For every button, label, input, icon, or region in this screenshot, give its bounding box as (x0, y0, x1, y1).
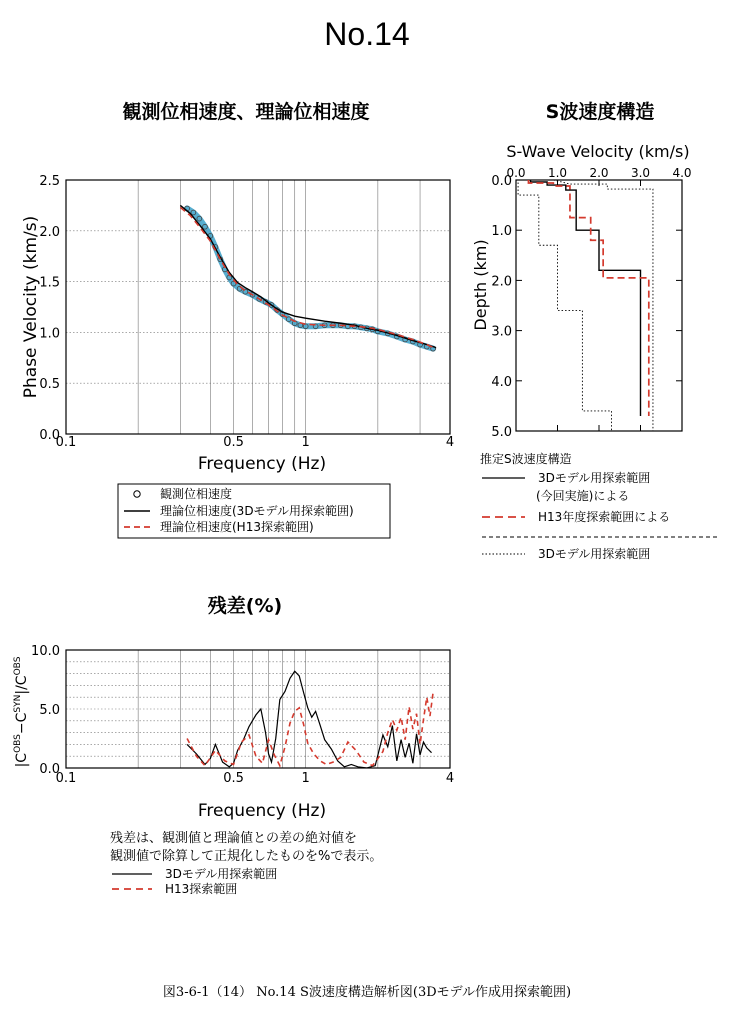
residual-legend-dashed-label: H13探索範囲 (165, 882, 238, 896)
y-tick-label: 4.0 (491, 374, 512, 390)
ylabel-part-f: OBS (13, 656, 23, 676)
y-tick-label: 1.0 (39, 326, 60, 342)
phase-velocity-xlabel: Frequency (Hz) (197, 454, 327, 474)
y-tick-label: 0.0 (39, 762, 60, 777)
ylabel-part-a: |C (14, 752, 30, 768)
residual-3d-line (187, 671, 431, 768)
x-tick-label: 4.0 (672, 166, 692, 180)
x-tick-label: 4 (445, 435, 455, 450)
y-tick-label: 0.0 (491, 174, 512, 189)
vs-structure-ticks (491, 166, 691, 440)
x-tick-label: 1 (301, 771, 310, 786)
phase-velocity-ylabel: Phase Velocity (km/s) (21, 215, 41, 399)
vs-legend-solid-label: 3Dモデル用探索範囲 (538, 471, 651, 485)
residual-ylabel (13, 656, 30, 767)
x-tick-label: 0.0 (506, 166, 526, 180)
residual-grid (66, 650, 450, 768)
vs-legend-dotted-label: 3Dモデル用探索範囲 (538, 547, 651, 561)
legend-syn3d-label: 理論位相速度(3Dモデル用探索範囲) (160, 504, 354, 518)
vs-legend-dashed-label: H13年度探索範囲による (538, 510, 671, 524)
residual-xlabel: Frequency (Hz) (197, 801, 327, 821)
ylabel-part-b: OBS (13, 734, 23, 753)
phase-velocity-title: 観測位相速度、理論位相速度 (122, 101, 370, 123)
vs-structure-title: S波速度構造 (545, 101, 655, 123)
vs-profile-3d (531, 180, 641, 416)
phase-velocity-plot-frame (66, 180, 450, 434)
y-tick-label: 5.0 (39, 703, 60, 718)
vs-structure-xlabel: S-Wave Velocity (km/s) (506, 142, 690, 161)
vs-structure-series (518, 180, 653, 431)
legend-obs-label: 観測位相速度 (160, 487, 233, 501)
x-tick-label: 4 (445, 771, 455, 786)
vs-legend-title: 推定S波速度構造 (480, 452, 572, 466)
x-tick-label: 3.0 (630, 166, 651, 180)
residual-legend-solid-label: 3Dモデル用探索範囲 (165, 867, 278, 881)
y-tick-label: 3.0 (491, 324, 512, 340)
figure-caption: 図3-6-1（14） No.14 S波速度構造解析図(3Dモデル作成用探索範囲) (162, 985, 572, 1000)
residual-title: 残差(%) (207, 595, 283, 617)
x-tick-label: 0.5 (223, 435, 244, 450)
search-range-bound (518, 183, 611, 431)
vs-structure-plot-frame (516, 180, 682, 431)
ylabel-part-d: SYN (13, 694, 23, 713)
legend-h13-label: 理論位相速度(H13探索範囲) (160, 520, 314, 534)
residual-ticks (31, 644, 454, 786)
y-tick-label: 0.5 (39, 377, 60, 393)
residual-note-line2: 観測値で除算して正規化したものを%で表示。 (110, 849, 383, 864)
x-tick-label: 0.1 (55, 435, 77, 450)
y-tick-label: 1.0 (491, 224, 512, 240)
observed-band (187, 208, 433, 348)
y-tick-label: 5.0 (491, 425, 512, 440)
phase-velocity-chart (21, 100, 454, 538)
x-tick-label: 2.0 (589, 166, 609, 180)
x-tick-label: 0.1 (55, 771, 77, 786)
residual-note-line1: 残差は、観測値と理論値との差の絶対値を (110, 831, 358, 846)
ylabel-part-e: |/C (14, 675, 30, 695)
vs-structure-chart (471, 100, 718, 561)
residual-chart (13, 594, 454, 896)
vs-profile-h13 (528, 180, 648, 416)
y-tick-label: 0.0 (39, 428, 60, 443)
page-title: No.14 (324, 16, 410, 52)
vs-structure-ylabel: Depth (km) (471, 239, 490, 331)
x-tick-label: 0.5 (223, 771, 244, 786)
y-tick-label: 2.0 (39, 224, 60, 240)
x-tick-label: 1 (301, 435, 310, 450)
phase-velocity-grid (66, 180, 450, 434)
x-tick-label: 1.0 (547, 166, 568, 180)
residual-series (187, 671, 433, 768)
y-tick-label: 2.5 (39, 174, 60, 189)
ylabel-part-c: −C (14, 712, 30, 735)
phase-velocity-series (180, 205, 436, 351)
phase-velocity-ticks (39, 174, 454, 450)
y-tick-label: 1.5 (39, 275, 60, 291)
y-tick-label: 2.0 (491, 274, 512, 290)
search-range-bound (553, 180, 653, 431)
y-tick-label: 10.0 (31, 644, 60, 659)
vs-legend-solid-label2: (今回実施)による (536, 489, 630, 503)
